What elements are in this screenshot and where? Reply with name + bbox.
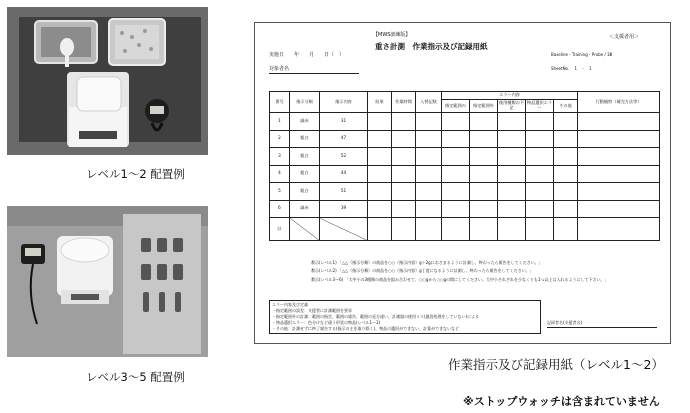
col-mistake-header: 使用種類の不足 <box>498 100 526 113</box>
row-category: 粗白 <box>290 148 320 166</box>
stopwatch-note: ※ストップウォッチは含まれていません <box>463 395 660 408</box>
date-field: 実施日 年 月 日（ ） <box>269 52 345 58</box>
subject-name-line <box>269 73 359 74</box>
row-content: 31 <box>320 113 368 131</box>
table-row <box>270 200 660 218</box>
error-definition: ・物品選択エラー：色分けなど違う形状の物品(レベル1～2) <box>272 320 381 325</box>
total-label: 計 <box>270 218 290 241</box>
row-no: 6 <box>270 200 290 218</box>
table-row <box>270 113 660 131</box>
photo-level-1-2-illustration <box>7 7 208 155</box>
form-title: 重さ計測 作業指示及び記録用紙 <box>375 42 488 51</box>
error-definition: ・その他：計測せずに終了報告する(指示の主を取り除く)、物品の選択ができない、計算ができないなど <box>272 326 460 331</box>
table-row <box>270 165 660 183</box>
recorder-name-line <box>547 327 657 328</box>
row-no: 4 <box>270 165 290 183</box>
error-definition: ・指定範囲の誤差：支援者に計測範囲を要求 <box>272 308 352 313</box>
row-category: 細赤 <box>290 200 320 218</box>
col-no-header: 番号 <box>270 92 290 113</box>
col-entry-error-header: 入替記数 <box>416 92 442 113</box>
col-category-header: 指示分類 <box>290 92 320 113</box>
row-category: 細赤 <box>290 113 320 131</box>
row-content: 52 <box>320 148 368 166</box>
sheet-number: SheetNo. 1 - 1 <box>551 66 592 71</box>
photo-level-1-2-layout <box>7 7 208 155</box>
instruction-level-3-6: 教示(レベル3～6) 「大中小の3種類の商品を組み合わせて、○○gから○○gの間にしてください。大中小それぞれを少なくとも1つ以上は入れるようにして下さい。」 <box>311 277 609 282</box>
row-category: 粗白 <box>290 165 320 183</box>
photo-level-3-5-layout <box>7 206 208 357</box>
error-definition: ・指定範囲外の計測：範囲の指定、範囲の報告、範囲の見方違い、計測器の使用ミス(風袋処理をしていない)による <box>272 314 480 319</box>
phase-label: Baseline・Training・Probe / 1Ⅲ <box>551 52 613 57</box>
table-row <box>270 130 660 148</box>
caption-level-1-2: レベル1～2 配置例 <box>86 167 185 181</box>
row-no: 5 <box>270 183 290 201</box>
col-time-header: 作業時間 <box>392 92 416 113</box>
instruction-level-2: 教示(レベル2) 「△△（指示分類）の商品を○○（指示内容）g丁度になるように計測し、終わったら報告をしてください。」 <box>311 268 534 273</box>
record-form <box>254 22 671 344</box>
row-category: 粗白 <box>290 130 320 148</box>
form-caption: 作業指示及び記録用紙（レベル1～2） <box>448 357 664 372</box>
recorder-name-label: 記録者名(支援者名) <box>547 320 583 325</box>
supporter-use-label: ＜支援者用＞ <box>609 34 640 40</box>
col-result-header: 結果 <box>368 92 392 113</box>
table-row <box>270 148 660 166</box>
row-content: 44 <box>320 165 368 183</box>
photo-level-3-5-illustration <box>7 206 208 357</box>
error-definitions-box <box>269 300 541 334</box>
error-group-header: エラー内容 <box>442 92 578 100</box>
col-range-out-header: 指定範囲外 <box>470 100 498 113</box>
form-header-tag: 【MWS訓練版】 <box>373 32 411 38</box>
caption-level-3-5: レベル3～5 配置例 <box>86 370 185 384</box>
subject-name-field: 対象者名 <box>269 66 290 72</box>
record-table <box>269 91 660 241</box>
row-content: 47 <box>320 130 368 148</box>
col-range-over-header: 指定範囲の <box>442 100 470 113</box>
row-content: 39 <box>320 200 368 218</box>
row-no: 3 <box>270 148 290 166</box>
row-no: 2 <box>270 130 290 148</box>
table-row <box>270 183 660 201</box>
col-observation-header: 行動観察（補完方法等） <box>578 92 660 113</box>
col-selection-error-header: 物品選択エラー <box>526 100 554 113</box>
total-row <box>270 218 660 241</box>
col-content-header: 指示内容 <box>320 92 368 113</box>
row-no: 1 <box>270 113 290 131</box>
error-definitions-title: エラー内容及び定義 <box>272 302 308 307</box>
instruction-level-1: 教示(レベル1) 「△△（指示分類）の商品を○○（指示内容）g＋2gにおさまるように計測し、終わったら報告をしてください。」 <box>311 260 543 265</box>
row-content: 51 <box>320 183 368 201</box>
row-category: 粗白 <box>290 183 320 201</box>
col-other-header: その他 <box>554 100 578 113</box>
